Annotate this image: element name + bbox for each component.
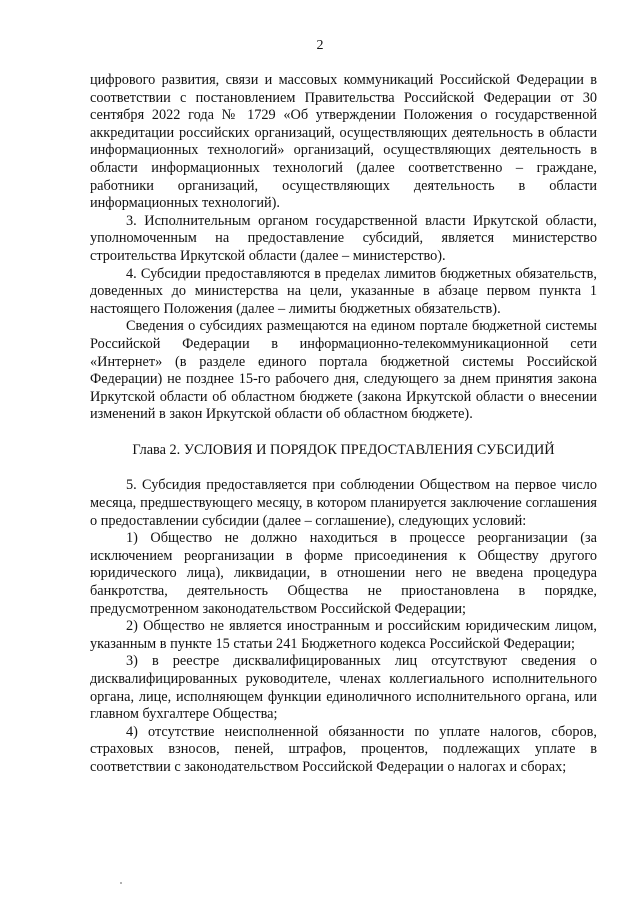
paragraph-item-3: 3. Исполнительным органом государственной власти Иркутской области, уполномоченным на предоставление субсидий, является министерство строительства Иркутской области (далее – министерство).: [90, 212, 597, 264]
paragraph-condition-2: 2) Общество не является иностранным и российским юридическим лицом, указанным в пункте 15 статьи 241 Бюджетного кодекса Российской Федерации;: [90, 618, 597, 652]
paragraph-item-4: 4. Субсидии предоставляются в пределах лимитов бюджетных обязательств, доведенных до министерства на цели, указанные в абзаце первом пункта 1 настоящего Положения (далее – лимиты бюджетных обязательств).: [90, 265, 597, 317]
paragraph-continuation: цифрового развития, связи и массовых коммуникаций Российской Федерации в соответствии с постановлением Правительства Российской Федерации от 30 сентября 2022 года № 1729 «Об утверждении Положения о государственной аккредитации российских организаций, осуществляющих деятельность в области информационных технологий» организаций, осуществляющих деятельность в области информационных технологий (далее соответственно – граждане, работники организаций, осуществляющих деятельность в области информационных технологий).: [90, 72, 597, 212]
paragraph-condition-4: 4) отсутствие неисполненной обязанности по уплате налогов, сборов, страховых взносов, пеней, штрафов, процентов, подлежащих уплате в соответствии с законодательством Российской Федерации о налогах и сборах;: [90, 723, 597, 775]
page-number: 2: [316, 38, 324, 53]
scan-speck: [120, 882, 122, 884]
paragraph-item-5: 5. Субсидия предоставляется при соблюдении Обществом на первое число месяца, предшествующего месяцу, в котором планируется заключение соглашения о предоставлении субсидии (далее – соглашение), следующих условий:: [90, 477, 597, 529]
paragraph-condition-3: 3) в реестре дисквалифицированных лиц отсутствуют сведения о дисквалифицированных руководителе, членах коллегиального исполнительного органа, лице, исполняющем функции единоличного исполнительного органа, или главном бухгалтере Общества;: [90, 653, 597, 723]
paragraph-condition-1: 1) Общество не должно находиться в процессе реорганизации (за исключением реорганизации в форме присоединения к Обществу другого юридического лица), ликвидации, в отношении него не введена процедура банкротства, деятельность Общества не приостановлена в порядке, предусмотренном законодательством Российской Федерации;: [90, 530, 597, 617]
paragraph-subsidy-info: Сведения о субсидиях размещаются на едином портале бюджетной системы Российской Федерации в информационно-телекоммуникационной сети «Интернет» (в разделе единого портала бюджетной системы Российской Федерации) не позднее 15-го рабочего дня, следующего за днем принятия закона Иркутской области об областном бюджете (закона Иркутской области о внесении изменений в закон Иркутской области об областном бюджете).: [90, 318, 597, 423]
document-body: [90, 72, 597, 777]
chapter-heading: Глава 2. УСЛОВИЯ И ПОРЯДОК ПРЕДОСТАВЛЕНИЯ СУБСИДИЙ: [132, 441, 555, 458]
